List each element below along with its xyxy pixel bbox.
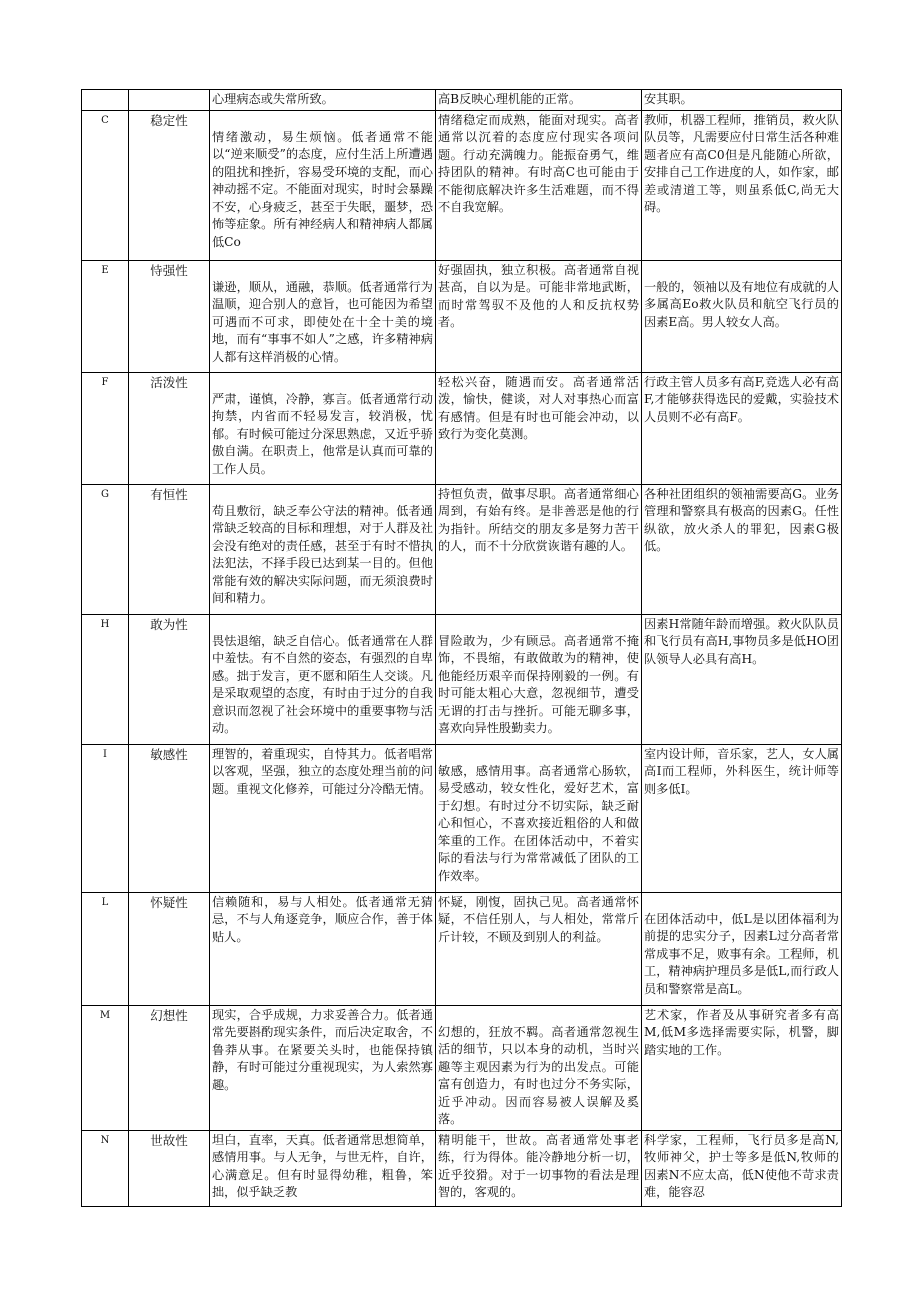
high-score-description: 好强固执，独立积极。高者通常自视甚高，自以为是。可能非常地武断，而时常驾驭不及他的人和反抗权势者。 [436,260,642,372]
factor-row-i [82,744,842,892]
high-score-description: 轻松兴奋，随遇而安。高者通常活泼，愉快，健谈，对人对事热心而富有感情。但是有时也可能会冲动，以致行为变化莫测。 [436,372,642,484]
factor-code: I [82,744,129,892]
factor-code: F [82,372,129,484]
low-score-description: 信赖随和，易与人相处。低者通常无猜忌，不与人角逐竞争，顺应合作，善于体贴人。 [210,892,436,1005]
occupation-description: 科学家，工程师，飞行员多是高N,牧师神父，护士等多是低N,牧师的因素N不应太高，低N使他不苛求责难，能容忍 [642,1130,842,1206]
factor-row-h [82,614,842,744]
factor-code: G [82,484,129,614]
low-score-cell: 心理病态或失常所致。 [210,90,436,111]
occupation-description: 因素H常随年龄而增强。救火队队员和飞行员有高H,事物员多是低HO团队领导人必具有高H。 [642,614,842,744]
factor-row-n [82,1130,842,1206]
factor-row-l [82,892,842,1005]
high-score-description: 情绪稳定而成熟，能面对现实。高者通常以沉着的态度应付现实各项问题。行动充满魄力。能振奋勇气，维持团队的精神。有时高C也可能由于不能彻底解决许多生活难题，而不得不自我宽解。 [436,110,642,260]
factor-name: 敏感性 [129,744,210,892]
occupation-description: 室内设计师，音乐家，艺人，女人属高I而工程师，外科医生，统计师等则多低I。 [642,744,842,892]
factor-row-e [82,260,842,372]
factor-row-c [82,110,842,260]
high-score-description: 怀疑，刚愎，固执己见。高者通常怀疑，不信任别人，与人相处，常常斤斤计较，不顾及到别人的利益。 [436,892,642,1005]
factor-row-f [82,372,842,484]
factor-row-m [82,1005,842,1130]
low-score-description: 坦白，直率，天真。低者通常思想简单，感情用事。与人无争，与世无杵，自许，心满意足。但有时显得幼稚，粗鲁，笨拙，似乎缺乏教 [210,1130,436,1206]
occupation-description: 教师，机器工程师，推销员，救火队队员等，凡需要应付日常生活各种难题者应有高C0但是凡能随心所欲，安排自己工作进度的人，如作家，邮差或清道工等，则虽系低C,尚无大碍。 [642,110,842,260]
low-score-description: 理智的，着重现实，自恃其力。低者唱常以客观，坚强，独立的态度处理当前的问题。重视文化修养，可能过分冷酷无情。 [210,744,436,892]
high-score-description: 持恒负责，做事尽职。高者通常细心周到，有始有终。是非善恶是他的行为指针。所结交的朋友多是努力苦干的人，而不十分欣赏诙谐有趣的人。 [436,484,642,614]
high-score-cell: 高B反映心理机能的正常。 [436,90,642,111]
factor-code: L [82,892,129,1005]
occupation-cell: 安其职。 [642,90,842,111]
factor-row-g [82,484,842,614]
factor-name: 敢为性 [129,614,210,744]
factor-code: N [82,1130,129,1206]
factor-name: 稳定性 [129,110,210,260]
high-score-description: 冒险敢为，少有顾忌。高者通常不掩饰，不畏缩，有敢做敢为的精神，使他能经历艰辛而保持刚毅的一例。有时可能太粗心大意，忽视细节，遭受无谓的打击与挫折。可能无聊多事，喜欢向异性殷勤卖力。 [436,614,642,744]
factor-name: 有恒性 [129,484,210,614]
low-score-description: 谦逊，顺从，通融，恭顺。低者通常行为温顺，迎合别人的意旨，也可能因为希望可遇而不可求，即使处在十全十美的境地，而有“事事不如人”之感，许多精神病人都有这样消极的心情。 [210,260,436,372]
factor-name: 怀疑性 [129,892,210,1005]
continuation-row [82,90,842,111]
high-score-description: 幻想的，狂放不羁。高者通常忽视生活的细节，只以本身的动机，当时兴趣等主观因素为行为的出发点。可能富有创造力，有时也过分不务实际，近乎冲动。因而容易被人误解及奚落。 [436,1005,642,1130]
factor-code: H [82,614,129,744]
low-score-description: 畏怯退缩，缺乏自信心。低者通常在人群中羞怯。有不自然的姿态，有强烈的自卑感。拙于发言，更不愿和陌生人交谈。凡是采取观望的态度，有时由于过分的自我意识而忽视了社会环境中的重要事物与活动。 [210,614,436,744]
high-score-description: 精明能干，世故。高者通常处事老练，行为得体。能冷静地分析一切，近乎狡猾。对于一切事物的看法是理智的，客观的。 [436,1130,642,1206]
factor-name-cell [129,90,210,111]
factor-name: 活泼性 [129,372,210,484]
factor-code: M [82,1005,129,1130]
code-cell [82,90,129,111]
factor-code: C [82,110,129,260]
low-score-description: 苟且敷衍，缺乏奉公守法的精神。低者通常缺乏较高的目标和理想，对于人群及社会没有绝对的责任感，甚至于有时不惜执法犯法，不择手段已达到某一目的。但他常能有效的解决实际问题，而无须浪费时间和精力。 [210,484,436,614]
factor-name: 幻想性 [129,1005,210,1130]
low-score-description: 现实，合乎成规，力求妥善合力。低者通常先要斟酌现实条件，而后决定取舍，不鲁莽从事。在紧要关头时，也能保持镇静，有时可能过分重视现实，为人索然寡趣。 [210,1005,436,1130]
low-score-description: 情绪激动，易生烦恼。低者通常不能以“逆来顺受”的态度，应付生活上所遭遇的阻扰和挫折，容易受环境的支配，而心神动摇不定。不能面对现实，时时会暴躁不安，心身疲乏，甚至于失眠，噩梦，恐怖等症象。所有神经病人和精神病人都属低Co [210,110,436,260]
factor-name: 恃强性 [129,260,210,372]
occupation-description: 一般的，领袖以及有地位有成就的人多属高Eo救火队员和航空飞行员的因素E高。男人较女人高。 [642,260,842,372]
occupation-description: 在团体活动中，低L是以团体福利为前提的忠实分子，因素L过分高者常常成事不足，败事有余。工程师，机工，精神病护理员多是低L,而行政人员和警察常是高L。 [642,892,842,1005]
factor-code: E [82,260,129,372]
occupation-description: 艺术家，作者及从事研究者多有高M,低M多选择需要实际，机警，脚踏实地的工作。 [642,1005,842,1130]
personality-factor-table [81,89,842,1207]
high-score-description: 敏感，感情用事。高者通常心肠软，易受感动，较女性化，爱好艺术，富于幻想。有时过分不切实际，缺乏耐心和恒心，不喜欢接近粗俗的人和做笨重的工作。在团体活动中，不着实际的看法与行为常常减低了团队的工作效率。 [436,744,642,892]
occupation-description: 各种社团组织的领袖需要高G。业务管理和警察具有极高的因素G。任性纵欲，放火杀人的罪犯，因素G极低。 [642,484,842,614]
factor-name: 世故性 [129,1130,210,1206]
occupation-description: 行政主管人员多有高F,竞选人必有高F,才能够获得选民的爱戴，实验技术人员则不必有高F。 [642,372,842,484]
low-score-description: 严肃，谨慎，冷静，寡言。低者通常行动拘禁，内省而不轻易发言，较消极，忧郁。有时候可能过分深思熟虑，又近乎骄傲自满。在职责上，他常是认真而可靠的工作人员。 [210,372,436,484]
